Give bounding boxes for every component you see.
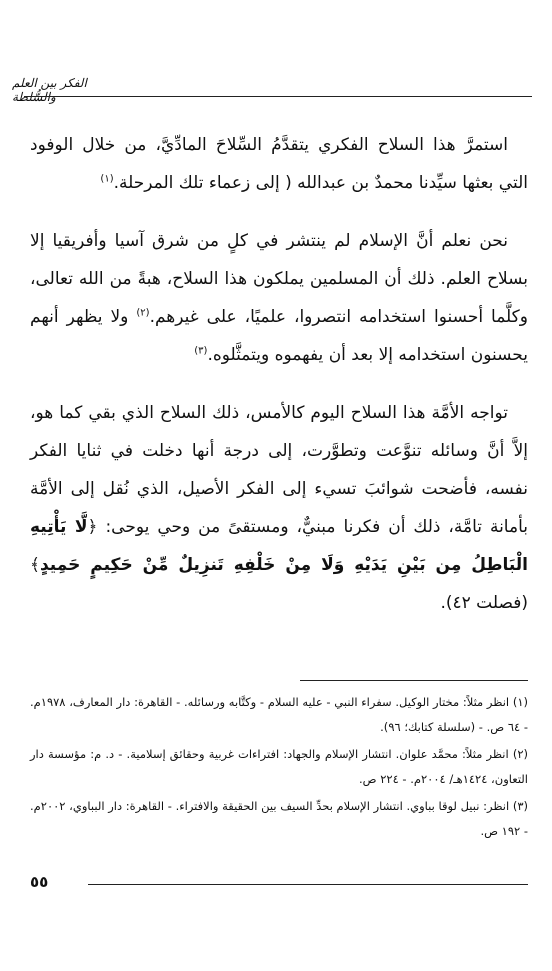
- page-number: ٥٥: [30, 873, 49, 891]
- paragraph-2-text-b: ولا يظهر أنهم يحسنون استخدامه إلا بعد أن يفهموه ويتمثَّلوه.: [30, 307, 528, 365]
- running-header: الفكر بين العلم والسُّلطة: [12, 76, 87, 104]
- footnote-3: (٣) انظر: نبيل لوقا بباوي. انتشار الإسلام بحدِّ السيف بين الحقيقة والافتراء. - القاهرة: دار البباوي، ٢٠٠٢م. - ١٩٢ ص.: [30, 799, 528, 838]
- footnotes: [30, 690, 528, 846]
- paragraph-2: [30, 222, 528, 374]
- footer-rule: [88, 884, 528, 885]
- quran-verse: لَّا يَأْتِيهِ الْبَاطِلُ مِن بَيْنِ يَدَيْهِ وَلَا مِنْ خَلْفِهِ تَنزِيلٌ مِّنْ حَكِيمٍ حَمِيدٍ: [30, 517, 528, 575]
- footnote-ref-1: (١): [100, 173, 114, 185]
- paragraph-3-text: تواجه الأمَّة هذا السلاح اليوم كالأمس، ذلك السلاح الذي بقي كما هو، إلاَّ أنَّ وسائله تنوَّعت وتطوَّرت، إلى درجة أنها دخلت في ثنايا الفكر نفسه، فأضحت شوائبَ تسيء إلى الفكر الأصيل، الذي نُقل إلى الأمَّة بأمانة تامَّة، ذلك أن فكرنا مبنيٌّ، ومستقىً من وحي يوحى:: [30, 403, 528, 537]
- quran-bracket-close: ﴾: [30, 555, 40, 575]
- body-text: [30, 126, 528, 642]
- paragraph-1: [30, 126, 528, 202]
- header-rule: [24, 96, 532, 97]
- footnote-1: (١) انظر مثلاً: مختار الوكيل. سفراء النبي - عليه السلام - وكتَّابه ورسائله. - القاهرة: دار المعارف، ١٩٧٨م. - ٦٤ ص. - (سلسلة كتابك؛ ٩٦).: [30, 695, 528, 734]
- footnote-ref-3: (٣): [194, 345, 208, 357]
- quran-bracket-open: ﴿: [87, 517, 98, 537]
- footnote-separator: [300, 680, 528, 681]
- footnote-2: (٢) انظر مثلاً: محمَّد علوان. انتشار الإسلام والجهاد: افتراءات غربية وحقائق إسلامية. - د. م: مؤسسة دار التعاون، ١٤٢٤هـ/ ٢٠٠٤م. - ٢٢٤ ص.: [30, 747, 528, 786]
- footnote-ref-2: (٢): [136, 307, 150, 319]
- verse-citation: (فصلت ٤٢).: [440, 593, 528, 613]
- paragraph-3: [30, 394, 528, 622]
- paragraph-2-text-a: نحن نعلم أنَّ الإسلام لم ينتشر في كلٍ من شرق آسيا وأفريقيا إلا بسلاح العلم. ذلك أن المسلمين يملكون هذا السلاح، هبةً من الله تعالى، وكلَّما أحسنوا استخدامه انتصروا، علميًا، على غيرهم.: [30, 231, 528, 327]
- paragraph-1-text: استمرَّ هذا السلاح الفكري يتقدَّمُ السِّلاحَ المادِّيَّ، من خلال الوفود التي بعثها سيِّدنا محمدٌ بن عبدالله ( إلى زعماء تلك المرحلة.: [30, 135, 528, 193]
